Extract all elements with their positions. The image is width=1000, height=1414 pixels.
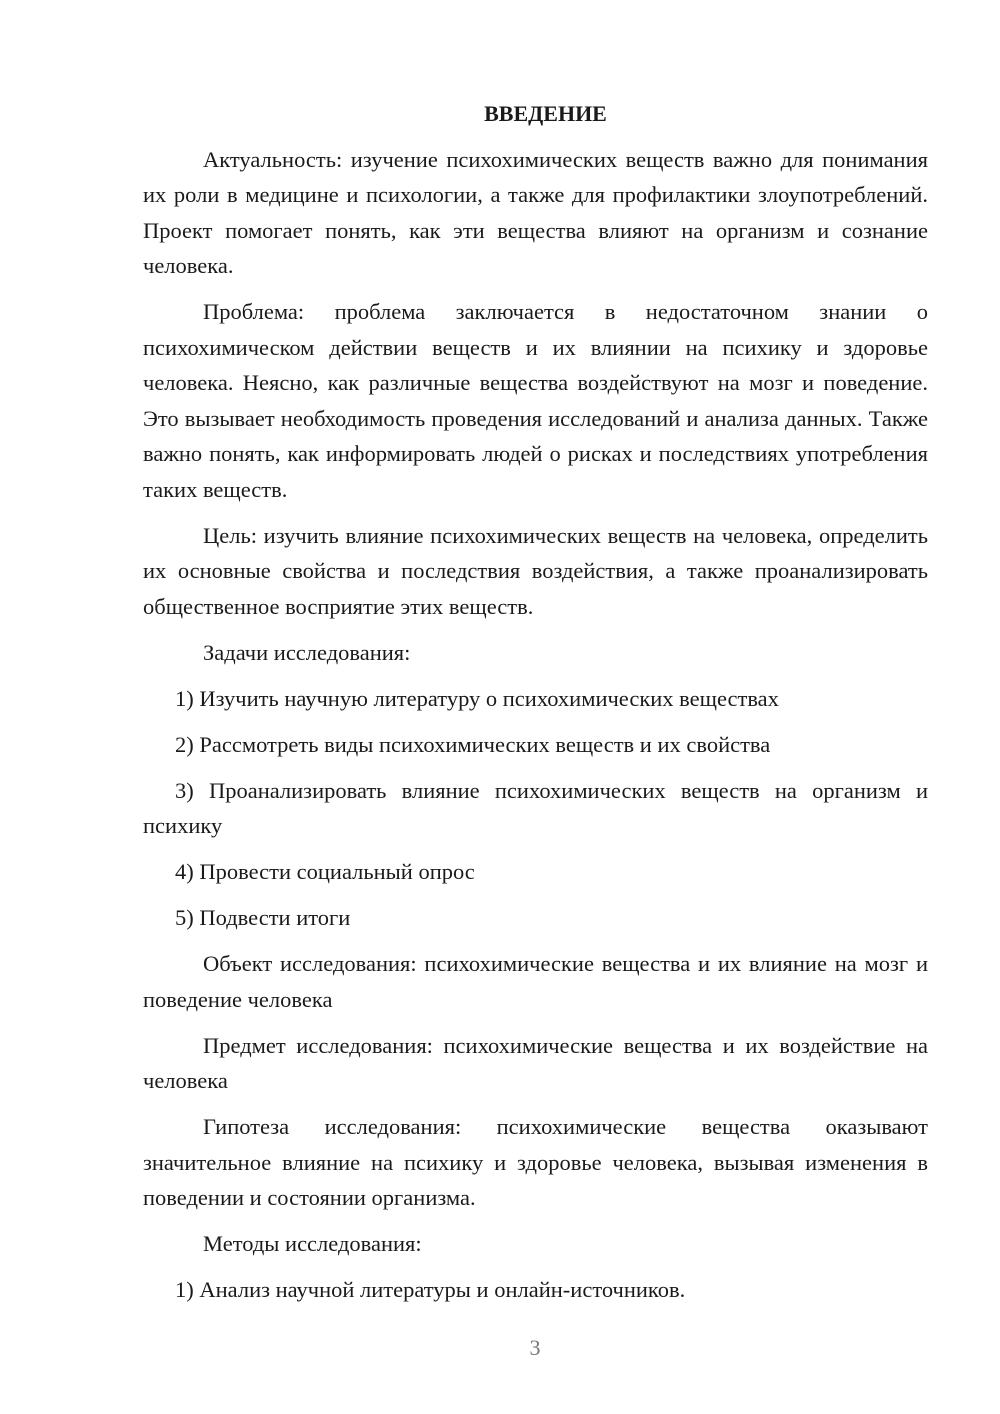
hypothesis-paragraph: Гипотеза исследования: психохимические вещества оказывают значительное влияние на психику и здоровье человека, вызывая изменения в поведении и состоянии организма.	[143, 1114, 928, 1210]
tasks-title: Задачи исследования:	[203, 639, 411, 665]
method-item-1: 1) Анализ научной литературы и онлайн-источников.	[175, 1277, 686, 1302]
methods-title: Методы исследования:	[203, 1231, 422, 1256]
task-item-5: 5) Подвести итоги	[175, 905, 351, 930]
relevance-paragraph: Актуальность: изучение психохимических веществ важно для понимания их роли в медицине и психологии, а также для профилактики злоупотреблений. Проект помогает понять, как эти вещества влияют на организм и сознание человека.	[143, 146, 928, 278]
task-item-2: 2) Рассмотреть виды психохимических веществ и их свойства	[175, 731, 771, 757]
page-number: 3	[529, 1335, 541, 1360]
problem-paragraph: Проблема: проблема заключается в недостаточном знании о психохимическом действии веществ и их влиянии на психику и здоровье человека. Неясно, как различные вещества воздействуют на мозг и поведение. Это вызывает необходимость проведения исследований и анализа данных. Также важно понять, как информировать людей о рисках и последствиях употребления таких веществ.	[143, 299, 928, 502]
section-heading: ВВЕДЕНИЕ	[484, 101, 607, 126]
task-item-4: 4) Провести социальный опрос	[175, 859, 475, 884]
object-paragraph: Объект исследования: психохимические вещества и их влияние на мозг и поведение человека	[143, 951, 928, 1012]
goal-paragraph: Цель: изучить влияние психохимических веществ на человека, определить их основные свойства и последствия воздействия, а также проанализировать общественное восприятие этих веществ.	[143, 522, 928, 619]
task-item-1: 1) Изучить научную литературу о психохимических веществах	[175, 685, 779, 711]
task-item-3: 3) Проанализировать влияние психохимических веществ на организм и психику	[143, 777, 928, 838]
subject-paragraph: Предмет исследования: психохимические вещества и их воздействие на человека	[143, 1032, 928, 1093]
